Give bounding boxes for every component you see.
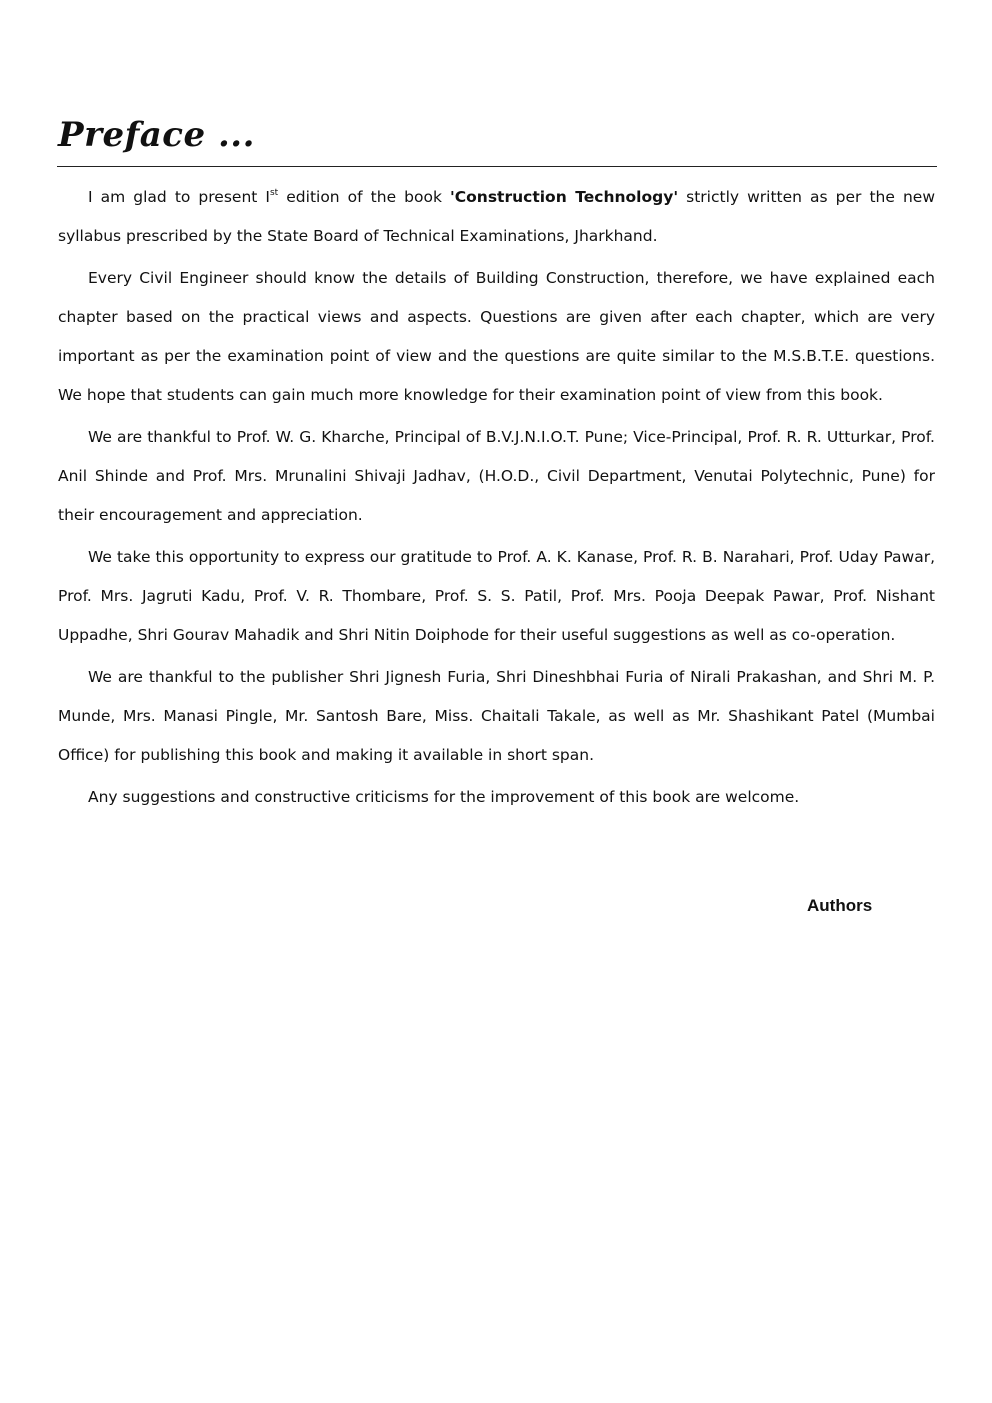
- paragraph-4: We take this opportunity to express our gratitude to Prof. A. K. Kanase, Prof. R. B. Narahari, Prof. Uday Pawar, Prof. Mrs. Jagruti Kadu, Prof. V. R. Thombare, Prof. S. S. Patil, Prof. Mrs. Pooja Deepak Pawar, Prof. Nishant Uppadhe, Shri Gourav Mahadik and Shri Nitin Doiphode for their useful suggestions as well as co-operation.: [58, 548, 935, 644]
- preface-body: [58, 178, 935, 820]
- paragraph-1-text-c: strictly written as per the new syllabus prescribed by the State Board of Technical Examinations, Jharkhand.: [58, 188, 935, 245]
- paragraph-1: [58, 178, 935, 256]
- paragraph-6: Any suggestions and constructive criticisms for the improvement of this book are welcome.: [88, 788, 800, 806]
- paragraph-1-text-b: edition of the book: [278, 188, 451, 206]
- paragraph-1-text-a: I am glad to present I: [88, 188, 270, 206]
- paragraph-3: We are thankful to Prof. W. G. Kharche, Principal of B.V.J.N.I.O.T. Pune; Vice-Principal, Prof. R. R. Utturkar, Prof. Anil Shinde and Prof. Mrs. Mrunalini Shivaji Jadhav, (H.O.D., Civil Department, Venutai Polytechnic, Pune) for their encouragement and appreciation.: [58, 428, 935, 524]
- signature: Authors: [807, 896, 873, 915]
- edition-superscript: st: [269, 188, 279, 198]
- paragraph-2: Every Civil Engineer should know the details of Building Construction, therefore, we have explained each chapter based on the practical views and aspects. Questions are given after each chapter, which are very important as per the examination point of view and the questions are quite similar to the M.S.B.T.E. questions. We hope that students can gain much more knowledge for their examination point of view from this book.: [58, 269, 935, 404]
- title-underline: [57, 166, 937, 167]
- page-title: Preface ...: [58, 115, 255, 155]
- book-title: 'Construction Technology': [450, 188, 679, 206]
- paragraph-5: We are thankful to the publisher Shri Jignesh Furia, Shri Dineshbhai Furia of Nirali Prakashan, and Shri M. P. Munde, Mrs. Manasi Pingle, Mr. Santosh Bare, Miss. Chaitali Takale, as well as Mr. Shashikant Patel (Mumbai Office) for publishing this book and making it available in short span.: [58, 668, 935, 764]
